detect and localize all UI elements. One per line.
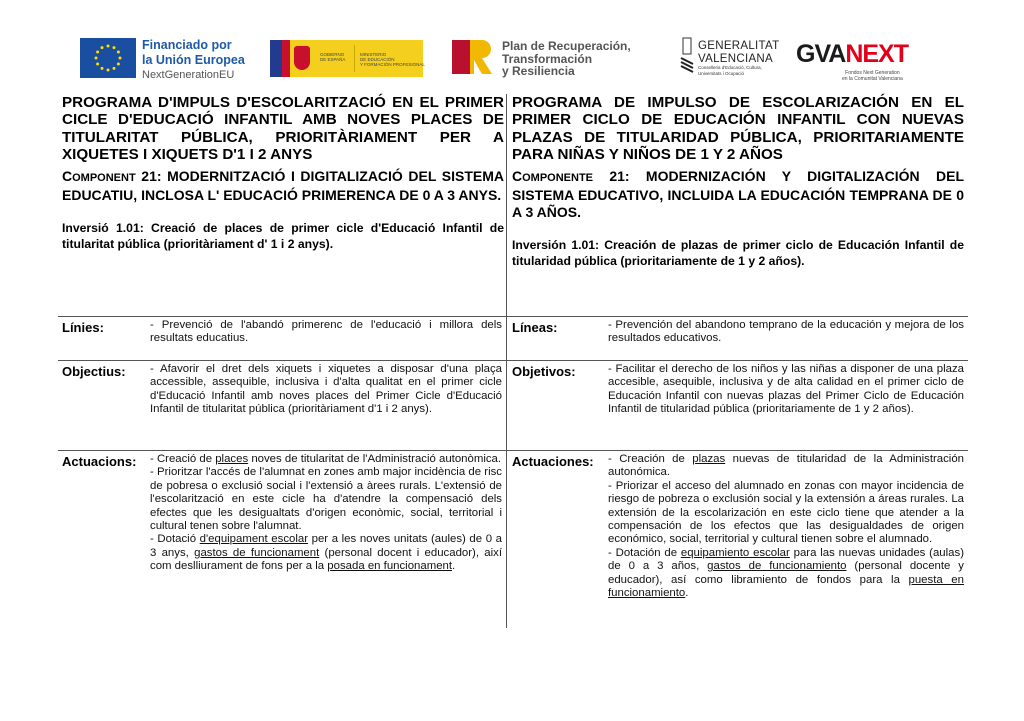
- spanish-column: [512, 94, 964, 269]
- spanish-actions-text: [608, 453, 964, 600]
- gob-blue-stripe: [270, 40, 282, 77]
- valencian-action-3: [150, 533, 502, 573]
- action-text: - Dotación de: [608, 546, 681, 559]
- plan-line3: y Resiliencia: [502, 64, 575, 78]
- action-text: per a les noves unitats (aules) de 0 a 3 anys,: [150, 533, 502, 559]
- row-divider-objectives: [58, 360, 968, 361]
- gobierno-text: GOBIERNO DE ESPAÑA: [320, 52, 346, 62]
- plan-line2: Transformación: [502, 51, 593, 66]
- component-prefix-rest: OMPONENTE: [522, 172, 594, 185]
- generalitat-text: [698, 40, 779, 76]
- gobierno-espana-logo: [270, 40, 423, 77]
- spanish-action-2: - Priorizar el acceso del alumnado en zonas con mayor incidencia de riesgo de pobreza o exclusión social y la extensión a áreas rurales. La extensión de la escolarización en este ciclo tiene que atender a la compensación de los efectos que las desigualdades de origen económico, social, territorial y cultural tienen sobre el alumnado.: [608, 479, 964, 546]
- action-underlined: d'equipament escolar: [199, 533, 309, 546]
- action-text: (personal docente y educador), así como libramiento de fondos para la: [608, 560, 964, 586]
- gvanext-logo: [796, 42, 908, 67]
- eu-flag-logo: [80, 38, 136, 78]
- row-divider-actions: [58, 450, 968, 451]
- valencian-lines-label: Línies:: [62, 320, 104, 335]
- gvanext-sub2: en la Comunitat Valenciana: [842, 76, 903, 82]
- spanish-lines-text: - Prevención del abandono temprano de la educación y mejora de los resultados educativos.: [608, 319, 964, 345]
- logo-header: [0, 30, 1024, 90]
- valencian-action-1: [150, 453, 502, 466]
- action-underlined: puesta en funcionamiento: [608, 573, 964, 600]
- action-text: - Dotació: [150, 533, 200, 546]
- prtr-r-icon: [470, 40, 494, 74]
- action-text: noves de titularitat de l'Administració autonòmica.: [248, 453, 502, 465]
- gob-separator: [354, 45, 355, 72]
- spanish-title: PROGRAMA DE IMPULSO DE ESCOLARIZACIÓN EN EL PRIMER CICLO DE EDUCACIÓN INFANTIL CON NUEVAS PLAZAS DE TITULARIDAD PÚBLICA, PRIORITARIAMENTE PARA NIÑAS Y NIÑOS DE 1 Y 2 AÑOS: [512, 94, 964, 163]
- component-prefix-rest: OMPONENT: [72, 172, 136, 185]
- gva-line4: Universitats i Ocupació: [698, 70, 745, 76]
- valencian-actions-label: Actuacions:: [62, 454, 137, 469]
- action-underlined: equipamiento escolar: [680, 546, 790, 559]
- action-text: .: [685, 587, 689, 600]
- eu-line3: NextGenerationEU: [142, 69, 235, 81]
- gvanext-subtitle: [842, 70, 903, 82]
- valencian-action-2: - Prioritzar l'accés de l'alumnat en zones amb major incidència de risc de pobresa o exclusió social i l'extensió a àrees rurals. L'extensió de l'escolarització en este cicle ha d'atendre la compensació dels efectes que les desigualtats d'origen econòmic, social, territorial i cultural tenen sobre l'alumnat.: [150, 466, 502, 533]
- plan-line1: Plan de Recuperación,: [502, 39, 631, 53]
- action-text: para las nuevas unidades (aulas) de 0 a 3 años,: [608, 546, 964, 573]
- spanish-action-3: [608, 547, 964, 601]
- action-text: - Creació de: [150, 453, 216, 465]
- eu-funding-text: [142, 38, 245, 83]
- action-underlined: gastos de funcionamiento: [707, 560, 847, 573]
- spanish-lines-label: Líneas:: [512, 320, 558, 335]
- gva-line3: Conselleria d'Educació, Cultura,: [698, 65, 762, 70]
- valencian-objectives-label: Objectius:: [62, 364, 126, 379]
- valencian-title: PROGRAMA D'IMPULS D'ESCOLARITZACIÓ EN EL PRIMER CICLE D'EDUCACIÓ INFANTIL AMB NOVES PLACES DE TITULARITAT PÚBLICA, PRIORITÀRIAMENT PER A XIQUETES I XIQUETS D'1 I 2 ANYS: [62, 94, 504, 163]
- component-text: 21: MODERNIZACIÓN Y DIGITALIZACIÓN DEL SISTEMA EDUCATIVO, INCLUIDA LA EDUCACIÓN TEMPRANA DE 0 A 3 AÑOS.: [512, 168, 964, 221]
- valencian-inversion: Inversió 1.01: Creació de places de primer cicle d'Educació Infantil de titularitat pública (prioritàriament d' 1 i 2 anys).: [62, 221, 504, 252]
- column-divider: [506, 94, 507, 628]
- ministerio-text: MINISTERIO DE EDUCACIÓN Y FORMACIÓN PROFESIONAL: [360, 52, 425, 67]
- coat-of-arms-icon: [294, 46, 310, 70]
- valencian-objectives-text: - Afavorir el dret dels xiquets i xiquetes a disposar d'una plaça accessible, assequible, inclusiva i d'alta qualitat en el primer cicle d'Educació Infantil amb noves places del Primer Cicle d'Educació Infantil de titularitat pública (prioritàriament d'1 i 2 anys).: [150, 363, 502, 416]
- action-text: - Creación de: [608, 453, 693, 465]
- action-underlined: plazas: [692, 453, 726, 465]
- spanish-objectives-text: - Facilitar el derecho de los niños y las niñas a disponer de una plaza accesible, asequible, inclusiva y de alta calidad en el primer ciclo de Educación Infantil con nuevas plazas del Primer Ciclo de Educación Infantil de titularidad pública (prioritariamente de 1 y 2 años).: [608, 363, 964, 416]
- gvanext-next: NEXT: [845, 40, 909, 68]
- gvanext-sub1: Fondos Next Generation: [845, 70, 900, 76]
- spanish-actions-label: Actuaciones:: [512, 454, 594, 469]
- spanish-objectives-label: Objetivos:: [512, 364, 576, 379]
- valencian-lines-text: - Prevenció de l'abandó primerenc de l'educació i millora dels resultats educatius.: [150, 319, 502, 345]
- gva-line2: VALENCIANA: [698, 52, 774, 65]
- valencian-component: [62, 168, 504, 204]
- component-prefix-first: C: [512, 168, 523, 185]
- spanish-action-1: [608, 453, 964, 480]
- spanish-component: [512, 168, 964, 221]
- action-underlined: posada en funcionament: [327, 560, 453, 573]
- gvanext-gva: GVA: [796, 40, 846, 68]
- valencian-actions-text: [150, 453, 502, 574]
- gva-line1: GENERALITAT: [698, 40, 780, 52]
- generalitat-crest-icon: [680, 36, 694, 76]
- eu-line1: Financiado por: [142, 38, 232, 52]
- row-divider-lines: [58, 316, 968, 317]
- eu-line2: la Unión Europea: [142, 53, 245, 67]
- component-text: 21: MODERNITZACIÓ I DIGITALIZACIÓ DEL SISTEMA EDUCATIU, INCLOSA L' EDUCACIÓ PRIMERENCA DE 0 A 3 ANYS.: [62, 168, 504, 204]
- action-text: (personal docent i educador), així com deslliurament de fons per a la: [150, 546, 503, 573]
- action-underlined: gastos de funcionament: [194, 546, 320, 559]
- gob-red-stripe: [282, 40, 290, 77]
- eu-stars-icon: [80, 38, 136, 78]
- action-underlined: places: [215, 453, 249, 465]
- action-text: nuevas de titularidad de la Administración autonómica.: [608, 453, 965, 479]
- plan-recuperacion-text: [502, 40, 631, 78]
- component-prefix-first: C: [62, 168, 73, 185]
- spanish-inversion: Inversión 1.01: Creación de plazas de primer ciclo de Educación Infantil de titularidad pública (prioritariamente de 1 y 2 años).: [512, 238, 964, 269]
- valencian-column: [62, 94, 504, 252]
- action-text: .: [452, 560, 456, 573]
